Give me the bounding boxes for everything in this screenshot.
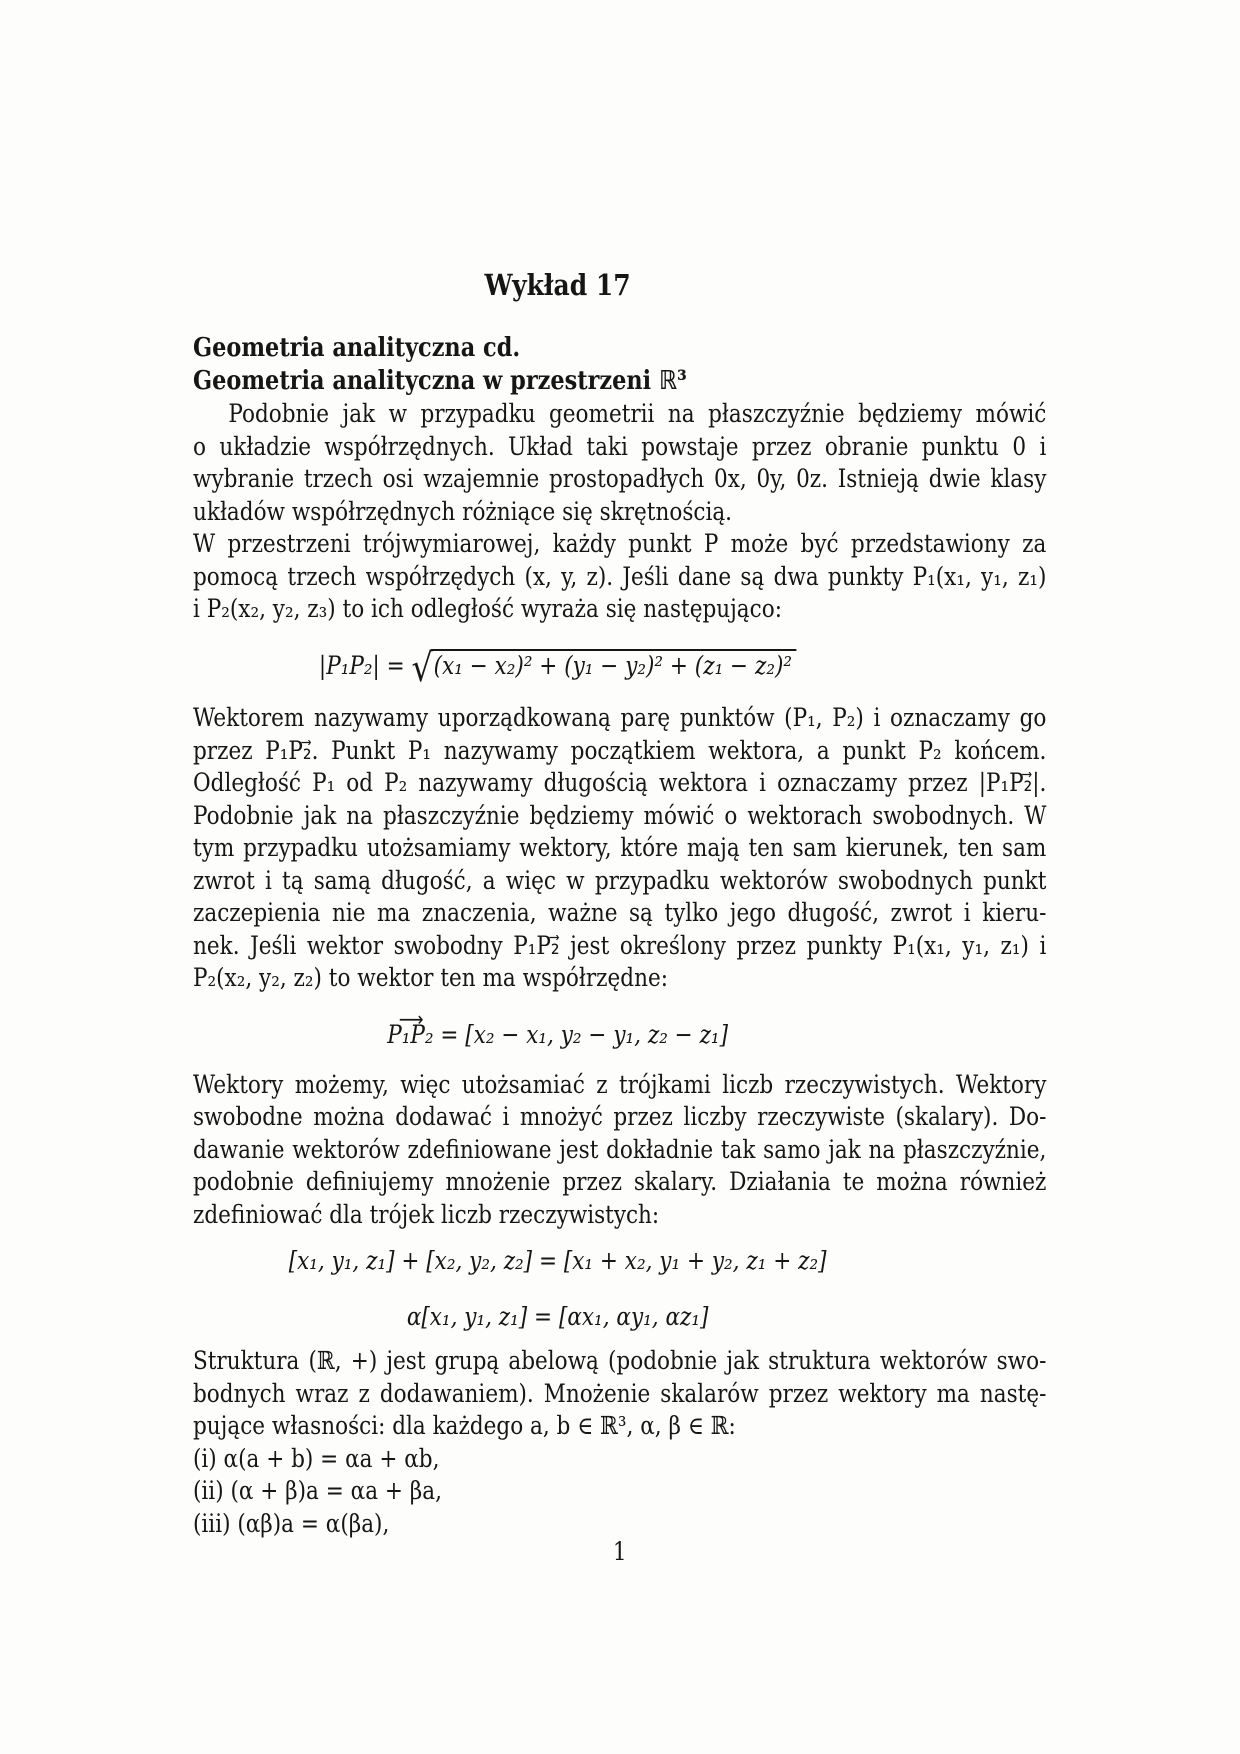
property-item: (iii) (αβ)a = α(βa), bbox=[193, 1508, 390, 1538]
paragraph-line: pujące własności: dla każdego a, b ∈ ℝ³, α, β ∈ ℝ: bbox=[193, 1411, 736, 1441]
paragraph-line: Wektorem nazywamy uporządkowaną parę punktów (P₁, P₂) i oznaczamy go bbox=[193, 703, 1047, 733]
formula-vector-rhs: = [x₂ − x₁, y₂ − y₁, z₂ − z₁] bbox=[440, 1019, 728, 1049]
formula-distance bbox=[193, 640, 1046, 693]
lecture-title: Wykład 17 bbox=[484, 268, 631, 302]
paragraph-line: zaczepienia nie ma znaczenia, ważne są tylko jego długość, zwrot i kieru- bbox=[193, 898, 1047, 928]
paragraph-line: pomocą trzech współrzędych (x, y, z). Jeśli dane są dwa punkty P₁(x₁, y₁, z₁) bbox=[193, 561, 1047, 591]
paragraph-line: Odległość P₁ od P₂ nazywamy długością wektora i oznaczamy przez |P₁P₂⃗|. bbox=[193, 768, 1047, 798]
paragraph-line: przez P₁P₂⃗. Punkt P₁ nazywamy początkiem wektora, a punkt P₂ końcem. bbox=[193, 735, 1047, 765]
formula-scalar-multiplication: α[x₁, y₁, z₁] = [αx₁, αy₁, αz₁] bbox=[406, 1302, 709, 1332]
paragraph-line: bodnych wraz z dodawaniem). Mnożenie skalarów przez wektory ma nastę- bbox=[193, 1378, 1047, 1408]
vector-overarrow bbox=[387, 1015, 433, 1055]
formula-vector-lhs: P₁P₂ bbox=[387, 1019, 434, 1049]
sqrt-radical-icon: √ bbox=[411, 645, 432, 691]
paragraph-line: Struktura (ℝ, +) jest grupą abelową (podobnie jak struktura wektorów swo- bbox=[193, 1346, 1047, 1376]
paragraph-line: wybranie trzech osi wzajemnie prostopadłych 0x, 0y, 0z. Istnieją dwie klasy bbox=[193, 464, 1047, 493]
paragraph-line: dawanie wektorów zdefiniowane jest dokładnie tak samo jak na płaszczyźnie, bbox=[193, 1134, 1047, 1164]
property-item: (i) α(a + b) = αa + αb, bbox=[193, 1443, 440, 1473]
formula-vector-addition: [x₁, y₁, z₁] + [x₂, y₂, z₂] = [x₁ + x₂, y₁ + y₂, z₁ + z₂] bbox=[288, 1246, 827, 1276]
property-item: (ii) (α + β)a = αa + βa, bbox=[193, 1476, 442, 1506]
paragraph-line: Wektory możemy, więc utożsamiać z trójkami liczb rzeczywistych. Wektory bbox=[193, 1069, 1047, 1099]
paragraph-line: swobodne można dodawać i mnożyć przez liczby rzeczywiste (skalary). Do- bbox=[193, 1102, 1047, 1132]
formula-distance-radicand: (x₁ − x₂)² + (y₁ − y₂)² + (z₁ − z₂)² bbox=[431, 649, 796, 680]
text-column bbox=[193, 0, 1046, 1754]
paragraph-line: układów współrzędnych różniące się skrętnością. bbox=[193, 496, 733, 526]
paragraph-line: W przestrzeni trójwymiarowej, każdy punkt P może być przedstawiony za bbox=[193, 529, 1047, 558]
paragraph-line: P₂(x₂, y₂, z₂) to wektor ten ma współrzędne: bbox=[193, 963, 668, 993]
page-number: 1 bbox=[612, 1537, 627, 1566]
formula-distance-lhs: |P₁P₂| = bbox=[318, 650, 405, 680]
paragraph-line: zdefiniować dla trójek liczb rzeczywistych: bbox=[193, 1199, 660, 1229]
formula-vector-coordinates bbox=[193, 999, 1046, 1061]
paragraph-line: podobnie definiujemy mnożenie przez skalary. Działania te można również bbox=[193, 1167, 1047, 1197]
paragraph-line: o układzie współrzędnych. Układ taki powstaje przez obranie punktu 0 i bbox=[193, 431, 1047, 461]
section-heading-r3-space: Geometria analityczna w przestrzeni ℝ³ bbox=[193, 366, 687, 396]
paragraph-line: i P₂(x₂, y₂, z₃) to ich odległość wyraża się następująco: bbox=[193, 594, 782, 623]
paragraph-line: zwrot i tą samą długość, a więc w przypadku wektorów swobodnych punkt bbox=[193, 865, 1047, 895]
section-heading-analytic-geometry: Geometria analityczna cd. bbox=[193, 333, 521, 363]
paragraph-line: tym przypadku utożsamiamy wektory, które mają ten sam kierunek, ten sam bbox=[193, 833, 1047, 863]
paragraph-line: Podobnie jak w przypadku geometrii na płaszczyźnie będziemy mówić bbox=[228, 399, 1047, 428]
paragraph-line: nek. Jeśli wektor swobodny P₁P₂⃗ jest określony przez punkty P₁(x₁, y₁, z₁) i bbox=[193, 930, 1047, 960]
paragraph-line: Podobnie jak na płaszczyźnie będziemy mówić o wektorach swobodnych. W bbox=[193, 800, 1047, 830]
